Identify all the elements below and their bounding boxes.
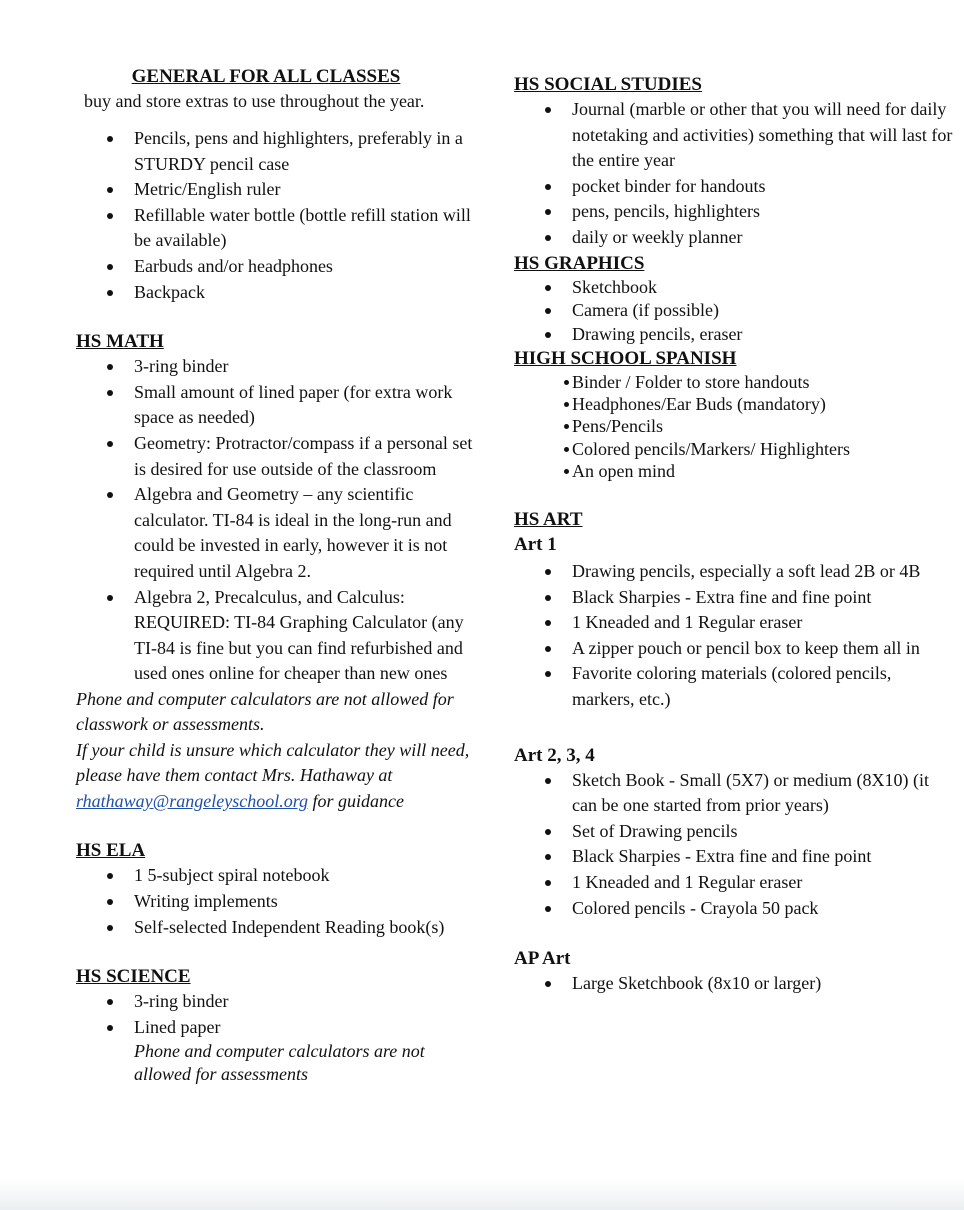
list-item: Pencils, pens and highlighters, preferably in a STURDY pencil case <box>76 126 476 177</box>
list-item: 1 Kneaded and 1 Regular eraser <box>514 870 954 896</box>
math-title: HS MATH <box>76 331 164 353</box>
general-title: GENERAL FOR ALL CLASSES <box>131 66 401 87</box>
list-item: Set of Drawing pencils <box>514 819 954 845</box>
science-title: HS SCIENCE <box>76 966 191 988</box>
ela-list <box>76 863 476 940</box>
list-item: A zipper pouch or pencil box to keep them all in <box>514 636 954 662</box>
art-title: HS ART <box>514 509 583 531</box>
list-item: Black Sharpies - Extra fine and fine point <box>514 585 954 611</box>
art234-list <box>514 768 954 922</box>
list-item: Lined paper <box>76 1015 476 1041</box>
math-calculator-note: Phone and computer calculators are not allowed for classwork or assessments. <box>76 688 454 735</box>
list-item: Small amount of lined paper (for extra work space as needed) <box>76 380 476 431</box>
list-item: Sketch Book - Small (5X7) or medium (8X10) (it can be one started from prior years) <box>514 768 954 819</box>
math-contact-note <box>76 738 476 815</box>
list-item: Earbuds and/or headphones <box>76 254 476 280</box>
list-item: Sketchbook <box>514 276 954 300</box>
list-item: 3-ring binder <box>76 989 476 1015</box>
spanish-title: HIGH SCHOOL SPANISH <box>514 348 737 370</box>
list-item: Algebra and Geometry – any scientific calculator. TI-84 is ideal in the long-run and could be invested in early, however it is not required until Algebra 2. <box>76 482 476 584</box>
list-item: Algebra 2, Precalculus, and Calculus: REQUIRED: TI-84 Graphing Calculator (any TI-84 is fine but you can find refurbished and used ones online for cheaper than new ones <box>76 585 476 687</box>
list-item: Self-selected Independent Reading book(s) <box>76 915 476 941</box>
list-item: Colored pencils - Crayola 50 pack <box>514 896 954 922</box>
math-list <box>76 354 476 687</box>
list-item: An open mind <box>514 460 954 482</box>
science-list <box>76 989 476 1040</box>
list-item: 3-ring binder <box>76 354 476 380</box>
general-intro: buy and store extras to use throughout the year. <box>84 91 425 111</box>
list-item: pens, pencils, highlighters <box>514 199 954 225</box>
list-item: daily or weekly planner <box>514 225 954 251</box>
science-note: Phone and computer calculators are not allowed for assessments <box>134 1041 425 1085</box>
graphics-title: HS GRAPHICS <box>514 252 645 274</box>
art1-list <box>514 559 954 713</box>
list-item: Headphones/Ear Buds (mandatory) <box>514 393 954 415</box>
page-bottom-shadow <box>0 1178 964 1210</box>
list-item: Large Sketchbook (8x10 or larger) <box>514 971 954 997</box>
list-item: Metric/English ruler <box>76 177 476 203</box>
spanish-list <box>514 371 954 482</box>
ap-art-title: AP Art <box>514 948 571 970</box>
social-title: HS SOCIAL STUDIES <box>514 74 702 95</box>
list-item: Backpack <box>76 280 476 306</box>
list-item: pocket binder for handouts <box>514 174 954 200</box>
list-item: Drawing pencils, especially a soft lead 2B or 4B <box>514 559 954 585</box>
art234-title: Art 2, 3, 4 <box>514 744 595 766</box>
right-column <box>514 72 954 997</box>
graphics-list <box>514 276 954 347</box>
list-item: Pens/Pencils <box>514 415 954 437</box>
list-item: Black Sharpies - Extra fine and fine point <box>514 844 954 870</box>
email-link[interactable]: rhathaway@rangeleyschool.org <box>76 790 309 811</box>
list-item: 1 Kneaded and 1 Regular eraser <box>514 610 954 636</box>
general-list <box>76 126 476 305</box>
list-item: Writing implements <box>76 889 476 915</box>
list-item: Camera (if possible) <box>514 299 954 323</box>
social-list <box>514 97 954 251</box>
contact-text-end: for guidance <box>312 790 405 811</box>
list-item: Binder / Folder to store handouts <box>514 371 954 393</box>
list-item: Favorite coloring materials (colored pencils, markers, etc.) <box>514 661 954 712</box>
list-item: 1 5-subject spiral notebook <box>76 863 476 889</box>
contact-text: If your child is unsure which calculator they will need, please have them contact Mrs. Hathaway at <box>76 739 470 786</box>
list-item: Colored pencils/Markers/ Highlighters <box>514 438 954 460</box>
list-item: Drawing pencils, eraser <box>514 323 954 347</box>
ela-title: HS ELA <box>76 840 146 862</box>
ap-art-list <box>514 971 954 997</box>
list-item: Journal (marble or other that you will need for daily notetaking and activities) something that will last for the entire year <box>514 97 954 174</box>
list-item: Refillable water bottle (bottle refill station will be available) <box>76 203 476 254</box>
list-item: Geometry: Protractor/compass if a personal set is desired for use outside of the classroom <box>76 431 476 482</box>
art1-title: Art 1 <box>514 534 557 556</box>
left-column <box>76 64 476 1086</box>
